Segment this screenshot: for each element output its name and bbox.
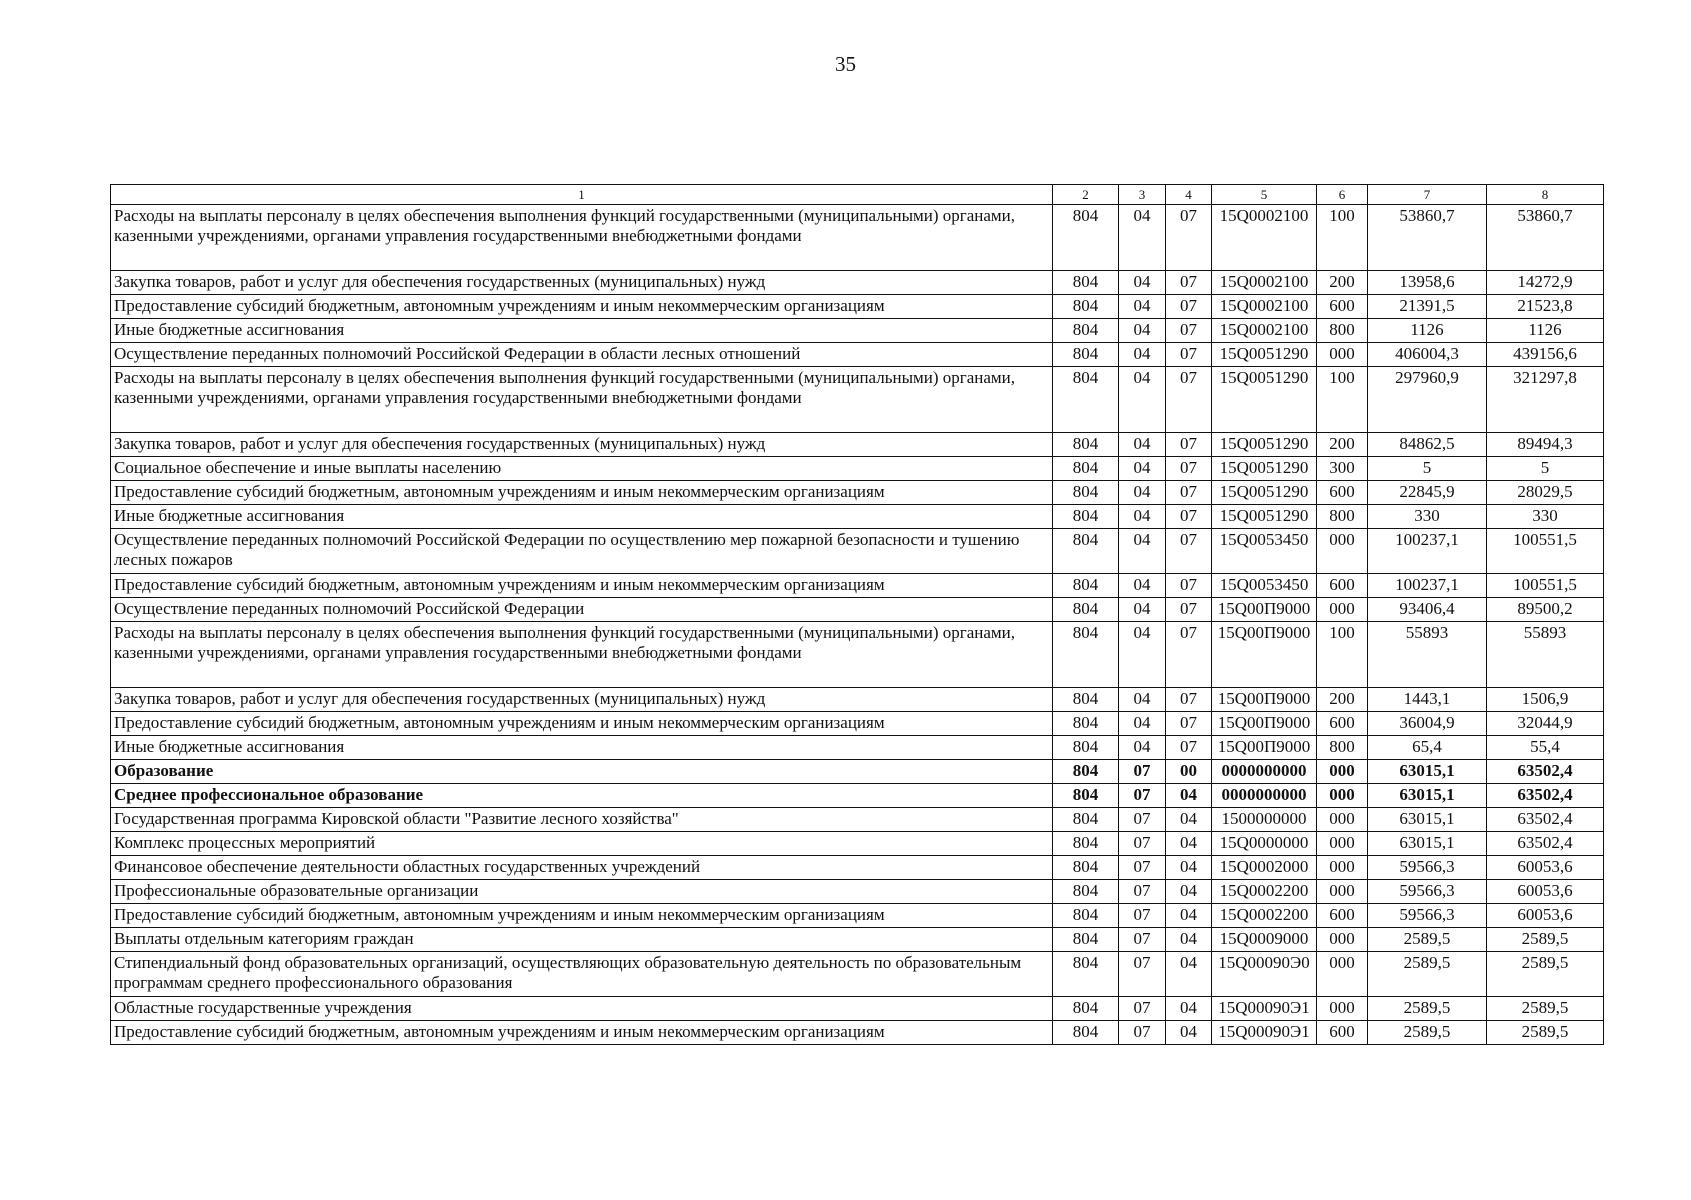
row-expense-type-cell: 600 — [1317, 1021, 1368, 1045]
row-section-cell: 04 — [1119, 295, 1166, 319]
row-amount-year1-cell: 100237,1 — [1368, 529, 1487, 574]
table-row — [111, 598, 1604, 622]
row-expense-type-cell: 000 — [1317, 952, 1368, 997]
row-target-article-cell: 15Q0002100 — [1212, 271, 1317, 295]
row-amount-year1-cell: 13958,6 — [1368, 271, 1487, 295]
row-section-cell: 04 — [1119, 598, 1166, 622]
row-ministry-code-cell: 804 — [1053, 367, 1119, 433]
row-expense-type-cell: 200 — [1317, 271, 1368, 295]
row-expense-type-cell: 000 — [1317, 856, 1368, 880]
row-target-article-cell: 15Q00П9000 — [1212, 712, 1317, 736]
row-name-cell: Среднее профессиональное образование — [111, 784, 1053, 808]
row-expense-type-cell: 000 — [1317, 343, 1368, 367]
row-ministry-code-cell: 804 — [1053, 952, 1119, 997]
row-amount-year2-cell: 1126 — [1487, 319, 1604, 343]
row-section-cell: 04 — [1119, 574, 1166, 598]
header-col-5: 5 — [1212, 185, 1317, 205]
row-amount-year2-cell: 89500,2 — [1487, 598, 1604, 622]
row-subsection-cell: 04 — [1166, 832, 1212, 856]
row-ministry-code-cell: 804 — [1053, 856, 1119, 880]
row-subsection-cell: 07 — [1166, 295, 1212, 319]
row-target-article-cell: 15Q00П9000 — [1212, 598, 1317, 622]
table-row — [111, 457, 1604, 481]
row-ministry-code-cell: 804 — [1053, 712, 1119, 736]
row-amount-year1-cell: 63015,1 — [1368, 808, 1487, 832]
table-row — [111, 574, 1604, 598]
table-row — [111, 205, 1604, 271]
table-header-row — [111, 185, 1604, 205]
row-expense-type-cell: 000 — [1317, 760, 1368, 784]
row-subsection-cell: 07 — [1166, 271, 1212, 295]
row-section-cell: 07 — [1119, 904, 1166, 928]
row-section-cell: 07 — [1119, 856, 1166, 880]
row-expense-type-cell: 600 — [1317, 481, 1368, 505]
row-amount-year2-cell: 14272,9 — [1487, 271, 1604, 295]
row-target-article-cell: 15Q0051290 — [1212, 505, 1317, 529]
row-ministry-code-cell: 804 — [1053, 271, 1119, 295]
row-expense-type-cell: 000 — [1317, 598, 1368, 622]
table-row — [111, 688, 1604, 712]
row-ministry-code-cell: 804 — [1053, 529, 1119, 574]
row-ministry-code-cell: 804 — [1053, 319, 1119, 343]
row-amount-year1-cell: 297960,9 — [1368, 367, 1487, 433]
row-amount-year2-cell: 439156,6 — [1487, 343, 1604, 367]
row-name-cell: Расходы на выплаты персоналу в целях обеспечения выполнения функций государственными (муниципальными) органами, казенными учреждениями, органами управления государственными внебюджетными фондами — [111, 622, 1053, 688]
row-amount-year2-cell: 55,4 — [1487, 736, 1604, 760]
row-target-article-cell: 15Q00090Э0 — [1212, 952, 1317, 997]
row-amount-year2-cell: 2589,5 — [1487, 928, 1604, 952]
row-section-cell: 04 — [1119, 481, 1166, 505]
row-expense-type-cell: 800 — [1317, 736, 1368, 760]
row-name-cell: Образование — [111, 760, 1053, 784]
row-name-cell: Комплекс процессных мероприятий — [111, 832, 1053, 856]
row-ministry-code-cell: 804 — [1053, 598, 1119, 622]
row-amount-year2-cell: 2589,5 — [1487, 952, 1604, 997]
row-name-cell: Осуществление переданных полномочий Российской Федерации по осуществлению мер пожарной безопасности и тушению лесных пожаров — [111, 529, 1053, 574]
row-expense-type-cell: 100 — [1317, 205, 1368, 271]
row-subsection-cell: 04 — [1166, 1021, 1212, 1045]
row-target-article-cell: 15Q0000000 — [1212, 832, 1317, 856]
row-name-cell: Областные государственные учреждения — [111, 997, 1053, 1021]
row-expense-type-cell: 800 — [1317, 319, 1368, 343]
row-name-cell: Закупка товаров, работ и услуг для обеспечения государственных (муниципальных) нужд — [111, 433, 1053, 457]
row-amount-year1-cell: 65,4 — [1368, 736, 1487, 760]
row-amount-year2-cell: 5 — [1487, 457, 1604, 481]
row-name-cell: Закупка товаров, работ и услуг для обеспечения государственных (муниципальных) нужд — [111, 688, 1053, 712]
row-target-article-cell: 15Q0051290 — [1212, 367, 1317, 433]
row-expense-type-cell: 200 — [1317, 688, 1368, 712]
row-ministry-code-cell: 804 — [1053, 808, 1119, 832]
header-col-1: 1 — [111, 185, 1053, 205]
table-row — [111, 367, 1604, 433]
row-expense-type-cell: 600 — [1317, 574, 1368, 598]
row-expense-type-cell: 000 — [1317, 808, 1368, 832]
table-row — [111, 319, 1604, 343]
table-row — [111, 736, 1604, 760]
row-target-article-cell: 1500000000 — [1212, 808, 1317, 832]
row-subsection-cell: 04 — [1166, 952, 1212, 997]
row-target-article-cell: 15Q0053450 — [1212, 574, 1317, 598]
row-section-cell: 07 — [1119, 1021, 1166, 1045]
table-row — [111, 880, 1604, 904]
row-amount-year1-cell: 63015,1 — [1368, 760, 1487, 784]
row-amount-year2-cell: 330 — [1487, 505, 1604, 529]
table-row — [111, 904, 1604, 928]
row-section-cell: 07 — [1119, 880, 1166, 904]
row-amount-year1-cell: 63015,1 — [1368, 784, 1487, 808]
row-ministry-code-cell: 804 — [1053, 1021, 1119, 1045]
row-ministry-code-cell: 804 — [1053, 481, 1119, 505]
row-target-article-cell: 15Q0051290 — [1212, 343, 1317, 367]
row-ministry-code-cell: 804 — [1053, 688, 1119, 712]
table-row — [111, 760, 1604, 784]
row-amount-year1-cell: 59566,3 — [1368, 856, 1487, 880]
row-ministry-code-cell: 804 — [1053, 343, 1119, 367]
row-expense-type-cell: 000 — [1317, 928, 1368, 952]
row-name-cell: Предоставление субсидий бюджетным, автономным учреждениям и иным некоммерческим организациям — [111, 712, 1053, 736]
page-number: 35 — [835, 52, 856, 76]
row-target-article-cell: 15Q0002200 — [1212, 904, 1317, 928]
row-target-article-cell: 15Q0051290 — [1212, 481, 1317, 505]
row-amount-year2-cell: 63502,4 — [1487, 808, 1604, 832]
row-amount-year2-cell: 321297,8 — [1487, 367, 1604, 433]
table-row — [111, 529, 1604, 574]
row-amount-year2-cell: 63502,4 — [1487, 832, 1604, 856]
row-target-article-cell: 15Q00090Э1 — [1212, 1021, 1317, 1045]
row-amount-year2-cell: 28029,5 — [1487, 481, 1604, 505]
row-ministry-code-cell: 804 — [1053, 574, 1119, 598]
row-amount-year1-cell: 59566,3 — [1368, 904, 1487, 928]
row-subsection-cell: 04 — [1166, 856, 1212, 880]
table-row — [111, 997, 1604, 1021]
row-target-article-cell: 15Q0002200 — [1212, 880, 1317, 904]
row-expense-type-cell: 600 — [1317, 295, 1368, 319]
row-ministry-code-cell: 804 — [1053, 997, 1119, 1021]
table-row — [111, 856, 1604, 880]
row-amount-year2-cell: 60053,6 — [1487, 904, 1604, 928]
row-section-cell: 07 — [1119, 832, 1166, 856]
row-section-cell: 04 — [1119, 271, 1166, 295]
row-ministry-code-cell: 804 — [1053, 760, 1119, 784]
row-ministry-code-cell: 804 — [1053, 205, 1119, 271]
table-row — [111, 928, 1604, 952]
budget-table — [110, 184, 1604, 1045]
row-section-cell: 07 — [1119, 928, 1166, 952]
row-name-cell: Предоставление субсидий бюджетным, автономным учреждениям и иным некоммерческим организациям — [111, 481, 1053, 505]
row-section-cell: 04 — [1119, 319, 1166, 343]
row-subsection-cell: 07 — [1166, 343, 1212, 367]
row-amount-year2-cell: 53860,7 — [1487, 205, 1604, 271]
table-row — [111, 622, 1604, 688]
table-row — [111, 952, 1604, 997]
row-amount-year2-cell: 63502,4 — [1487, 784, 1604, 808]
row-amount-year2-cell: 21523,8 — [1487, 295, 1604, 319]
row-subsection-cell: 07 — [1166, 457, 1212, 481]
row-amount-year1-cell: 21391,5 — [1368, 295, 1487, 319]
row-amount-year1-cell: 36004,9 — [1368, 712, 1487, 736]
row-section-cell: 04 — [1119, 433, 1166, 457]
table-row — [111, 784, 1604, 808]
row-expense-type-cell: 300 — [1317, 457, 1368, 481]
row-section-cell: 04 — [1119, 205, 1166, 271]
row-section-cell: 07 — [1119, 808, 1166, 832]
row-expense-type-cell: 000 — [1317, 832, 1368, 856]
row-subsection-cell: 07 — [1166, 529, 1212, 574]
row-expense-type-cell: 600 — [1317, 712, 1368, 736]
row-section-cell: 04 — [1119, 712, 1166, 736]
row-target-article-cell: 15Q0002000 — [1212, 856, 1317, 880]
row-subsection-cell: 07 — [1166, 481, 1212, 505]
row-target-article-cell: 15Q00П9000 — [1212, 622, 1317, 688]
row-subsection-cell: 04 — [1166, 997, 1212, 1021]
row-name-cell: Иные бюджетные ассигнования — [111, 319, 1053, 343]
row-target-article-cell: 15Q0051290 — [1212, 433, 1317, 457]
row-amount-year2-cell: 2589,5 — [1487, 1021, 1604, 1045]
row-target-article-cell: 0000000000 — [1212, 760, 1317, 784]
row-section-cell: 04 — [1119, 622, 1166, 688]
row-expense-type-cell: 000 — [1317, 880, 1368, 904]
row-name-cell: Предоставление субсидий бюджетным, автономным учреждениям и иным некоммерческим организациям — [111, 574, 1053, 598]
row-amount-year1-cell: 2589,5 — [1368, 928, 1487, 952]
table-row — [111, 481, 1604, 505]
row-target-article-cell: 15Q0053450 — [1212, 529, 1317, 574]
row-amount-year1-cell: 55893 — [1368, 622, 1487, 688]
row-target-article-cell: 15Q00090Э1 — [1212, 997, 1317, 1021]
row-expense-type-cell: 100 — [1317, 622, 1368, 688]
row-ministry-code-cell: 804 — [1053, 904, 1119, 928]
row-subsection-cell: 07 — [1166, 736, 1212, 760]
row-name-cell: Социальное обеспечение и иные выплаты населению — [111, 457, 1053, 481]
row-section-cell: 04 — [1119, 367, 1166, 433]
row-name-cell: Иные бюджетные ассигнования — [111, 736, 1053, 760]
row-expense-type-cell: 000 — [1317, 529, 1368, 574]
row-subsection-cell: 04 — [1166, 904, 1212, 928]
row-ministry-code-cell: 804 — [1053, 457, 1119, 481]
row-subsection-cell: 07 — [1166, 205, 1212, 271]
row-subsection-cell: 07 — [1166, 598, 1212, 622]
row-ministry-code-cell: 804 — [1053, 433, 1119, 457]
row-expense-type-cell: 100 — [1317, 367, 1368, 433]
row-amount-year1-cell: 63015,1 — [1368, 832, 1487, 856]
row-amount-year1-cell: 59566,3 — [1368, 880, 1487, 904]
row-subsection-cell: 07 — [1166, 622, 1212, 688]
row-ministry-code-cell: 804 — [1053, 880, 1119, 904]
row-subsection-cell: 04 — [1166, 784, 1212, 808]
row-section-cell: 04 — [1119, 457, 1166, 481]
table-row — [111, 295, 1604, 319]
row-amount-year1-cell: 2589,5 — [1368, 1021, 1487, 1045]
row-section-cell: 04 — [1119, 688, 1166, 712]
row-name-cell: Государственная программа Кировской области "Развитие лесного хозяйства" — [111, 808, 1053, 832]
header-col-2: 2 — [1053, 185, 1119, 205]
header-col-6: 6 — [1317, 185, 1368, 205]
row-amount-year1-cell: 100237,1 — [1368, 574, 1487, 598]
row-expense-type-cell: 200 — [1317, 433, 1368, 457]
table-row — [111, 433, 1604, 457]
row-target-article-cell: 15Q0002100 — [1212, 295, 1317, 319]
row-subsection-cell: 04 — [1166, 928, 1212, 952]
row-ministry-code-cell: 804 — [1053, 295, 1119, 319]
row-amount-year1-cell: 2589,5 — [1368, 997, 1487, 1021]
row-amount-year1-cell: 330 — [1368, 505, 1487, 529]
row-subsection-cell: 07 — [1166, 688, 1212, 712]
row-subsection-cell: 07 — [1166, 367, 1212, 433]
row-expense-type-cell: 000 — [1317, 997, 1368, 1021]
row-ministry-code-cell: 804 — [1053, 505, 1119, 529]
row-amount-year2-cell: 60053,6 — [1487, 880, 1604, 904]
row-amount-year2-cell: 100551,5 — [1487, 529, 1604, 574]
row-section-cell: 07 — [1119, 760, 1166, 784]
row-name-cell: Иные бюджетные ассигнования — [111, 505, 1053, 529]
table-row — [111, 505, 1604, 529]
row-expense-type-cell: 800 — [1317, 505, 1368, 529]
row-name-cell: Предоставление субсидий бюджетным, автономным учреждениям и иным некоммерческим организациям — [111, 1021, 1053, 1045]
row-amount-year2-cell: 32044,9 — [1487, 712, 1604, 736]
row-name-cell: Осуществление переданных полномочий Российской Федерации в области лесных отношений — [111, 343, 1053, 367]
row-target-article-cell: 15Q00П9000 — [1212, 688, 1317, 712]
row-expense-type-cell: 000 — [1317, 784, 1368, 808]
table-body — [111, 205, 1604, 1045]
row-subsection-cell: 00 — [1166, 760, 1212, 784]
row-amount-year2-cell: 60053,6 — [1487, 856, 1604, 880]
row-section-cell: 07 — [1119, 997, 1166, 1021]
row-subsection-cell: 04 — [1166, 808, 1212, 832]
row-amount-year1-cell: 84862,5 — [1368, 433, 1487, 457]
row-name-cell: Выплаты отдельным категориям граждан — [111, 928, 1053, 952]
row-name-cell: Расходы на выплаты персоналу в целях обеспечения выполнения функций государственными (муниципальными) органами, казенными учреждениями, органами управления государственными внебюджетными фондами — [111, 205, 1053, 271]
row-target-article-cell: 15Q00П9000 — [1212, 736, 1317, 760]
row-target-article-cell: 15Q0002100 — [1212, 205, 1317, 271]
row-amount-year1-cell: 22845,9 — [1368, 481, 1487, 505]
row-amount-year1-cell: 53860,7 — [1368, 205, 1487, 271]
row-ministry-code-cell: 804 — [1053, 928, 1119, 952]
row-amount-year2-cell: 55893 — [1487, 622, 1604, 688]
row-amount-year1-cell: 2589,5 — [1368, 952, 1487, 997]
row-amount-year1-cell: 1126 — [1368, 319, 1487, 343]
row-name-cell: Стипендиальный фонд образовательных организаций, осуществляющих образовательную деятельность по образовательным программам среднего профессионального образования — [111, 952, 1053, 997]
row-amount-year1-cell: 93406,4 — [1368, 598, 1487, 622]
row-name-cell: Предоставление субсидий бюджетным, автономным учреждениям и иным некоммерческим организациям — [111, 904, 1053, 928]
row-target-article-cell: 15Q0051290 — [1212, 457, 1317, 481]
row-amount-year1-cell: 5 — [1368, 457, 1487, 481]
row-amount-year2-cell: 2589,5 — [1487, 997, 1604, 1021]
table-row — [111, 1021, 1604, 1045]
row-amount-year2-cell: 1506,9 — [1487, 688, 1604, 712]
table-row — [111, 271, 1604, 295]
row-ministry-code-cell: 804 — [1053, 784, 1119, 808]
row-subsection-cell: 07 — [1166, 433, 1212, 457]
header-col-3: 3 — [1119, 185, 1166, 205]
table-row — [111, 808, 1604, 832]
row-name-cell: Предоставление субсидий бюджетным, автономным учреждениям и иным некоммерческим организациям — [111, 295, 1053, 319]
row-name-cell: Осуществление переданных полномочий Российской Федерации — [111, 598, 1053, 622]
table-row — [111, 832, 1604, 856]
header-col-8: 8 — [1487, 185, 1604, 205]
row-ministry-code-cell: 804 — [1053, 622, 1119, 688]
row-amount-year2-cell: 89494,3 — [1487, 433, 1604, 457]
row-name-cell: Профессиональные образовательные организации — [111, 880, 1053, 904]
row-target-article-cell: 15Q0002100 — [1212, 319, 1317, 343]
row-target-article-cell: 15Q0009000 — [1212, 928, 1317, 952]
row-amount-year1-cell: 1443,1 — [1368, 688, 1487, 712]
row-section-cell: 04 — [1119, 343, 1166, 367]
header-col-4: 4 — [1166, 185, 1212, 205]
row-ministry-code-cell: 804 — [1053, 832, 1119, 856]
row-section-cell: 04 — [1119, 505, 1166, 529]
row-section-cell: 04 — [1119, 529, 1166, 574]
row-section-cell: 04 — [1119, 736, 1166, 760]
row-subsection-cell: 07 — [1166, 505, 1212, 529]
row-subsection-cell: 07 — [1166, 712, 1212, 736]
row-name-cell: Финансовое обеспечение деятельности областных государственных учреждений — [111, 856, 1053, 880]
row-section-cell: 07 — [1119, 784, 1166, 808]
row-target-article-cell: 0000000000 — [1212, 784, 1317, 808]
table-row — [111, 343, 1604, 367]
row-amount-year2-cell: 100551,5 — [1487, 574, 1604, 598]
row-name-cell: Расходы на выплаты персоналу в целях обеспечения выполнения функций государственными (муниципальными) органами, казенными учреждениями, органами управления государственными внебюджетными фондами — [111, 367, 1053, 433]
header-col-7: 7 — [1368, 185, 1487, 205]
row-ministry-code-cell: 804 — [1053, 736, 1119, 760]
row-section-cell: 07 — [1119, 952, 1166, 997]
row-subsection-cell: 07 — [1166, 574, 1212, 598]
row-expense-type-cell: 600 — [1317, 904, 1368, 928]
row-subsection-cell: 07 — [1166, 319, 1212, 343]
table-row — [111, 712, 1604, 736]
row-amount-year1-cell: 406004,3 — [1368, 343, 1487, 367]
row-name-cell: Закупка товаров, работ и услуг для обеспечения государственных (муниципальных) нужд — [111, 271, 1053, 295]
row-subsection-cell: 04 — [1166, 880, 1212, 904]
row-amount-year2-cell: 63502,4 — [1487, 760, 1604, 784]
